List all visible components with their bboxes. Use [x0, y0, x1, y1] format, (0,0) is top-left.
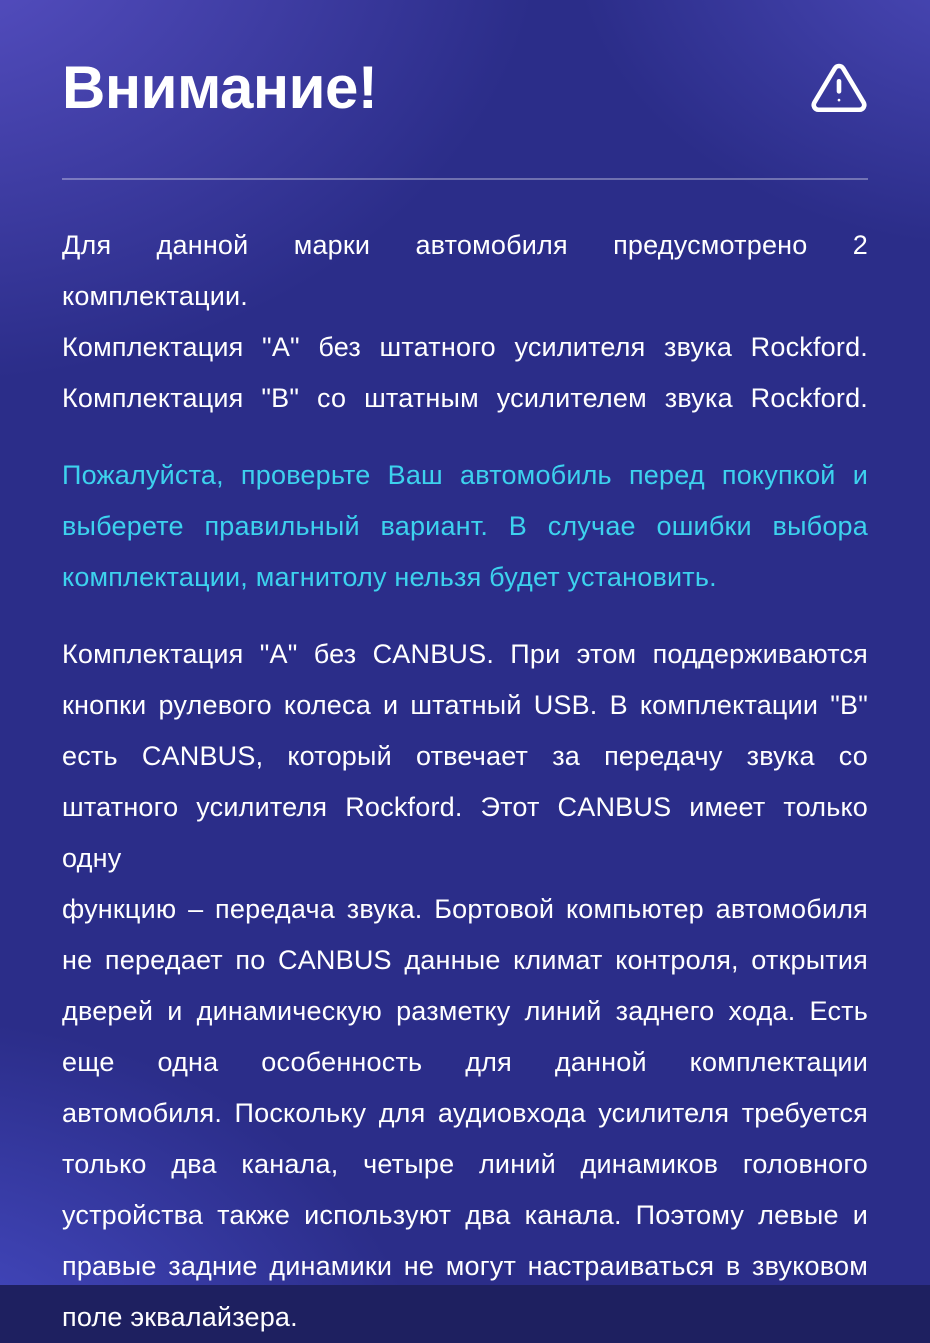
text-line: устройства также используют два канала. Поэтому левые и: [62, 1200, 868, 1230]
paragraph-canbus-details: [62, 629, 868, 1343]
text-line: Комплектация "А" без CANBUS. При этом поддерживаются: [62, 639, 868, 669]
text-line: правые задние динамики не могут настраиваться в звуковом: [62, 1251, 868, 1281]
header-divider: [62, 178, 868, 180]
text-line: кнопки рулевого колеса и штатный USB. В комплектации "В": [62, 690, 868, 720]
paragraph-check-before-purchase: [62, 450, 868, 603]
text-line: штатного усилителя Rockford. Этот CANBUS имеет только одну: [62, 792, 868, 873]
text-line: только два канала, четыре линий динамиков головного: [62, 1149, 868, 1179]
text-line: еще одна особенность для данной комплектации: [62, 1047, 868, 1077]
page-header: [62, 0, 868, 121]
text-line: функцию – передача звука. Бортовой компьютер автомобиля: [62, 894, 868, 924]
text-line: поле эквалайзера.: [62, 1302, 298, 1332]
text-line: Комплектация "В" со штатным усилителем звука Rockford.: [62, 383, 868, 413]
warning-triangle-icon: [810, 59, 868, 117]
text-line: автомобиля. Поскольку для аудиовхода усилителя требуется: [62, 1098, 868, 1128]
text-line: Для данной марки автомобиля предусмотрено 2 комплектации.: [62, 230, 868, 311]
text-line: Пожалуйста, проверьте Ваш автомобиль перед покупкой и: [62, 460, 868, 490]
text-line: дверей и динамическую разметку линий заднего хода. Есть: [62, 996, 868, 1026]
text-line: комплектации, магнитолу нельзя будет установить.: [62, 562, 717, 592]
page-title: Внимание!: [62, 54, 378, 121]
paragraph-trims-intro: [62, 220, 868, 424]
text-line: не передает по CANBUS данные климат контроля, открытия: [62, 945, 868, 975]
paragraphs: [62, 220, 868, 1343]
text-line: Комплектация "А" без штатного усилителя звука Rockford.: [62, 332, 868, 362]
text-line: есть CANBUS, который отвечает за передачу звука со: [62, 741, 868, 771]
text-line: выберете правильный вариант. В случае ошибки выбора: [62, 511, 868, 541]
